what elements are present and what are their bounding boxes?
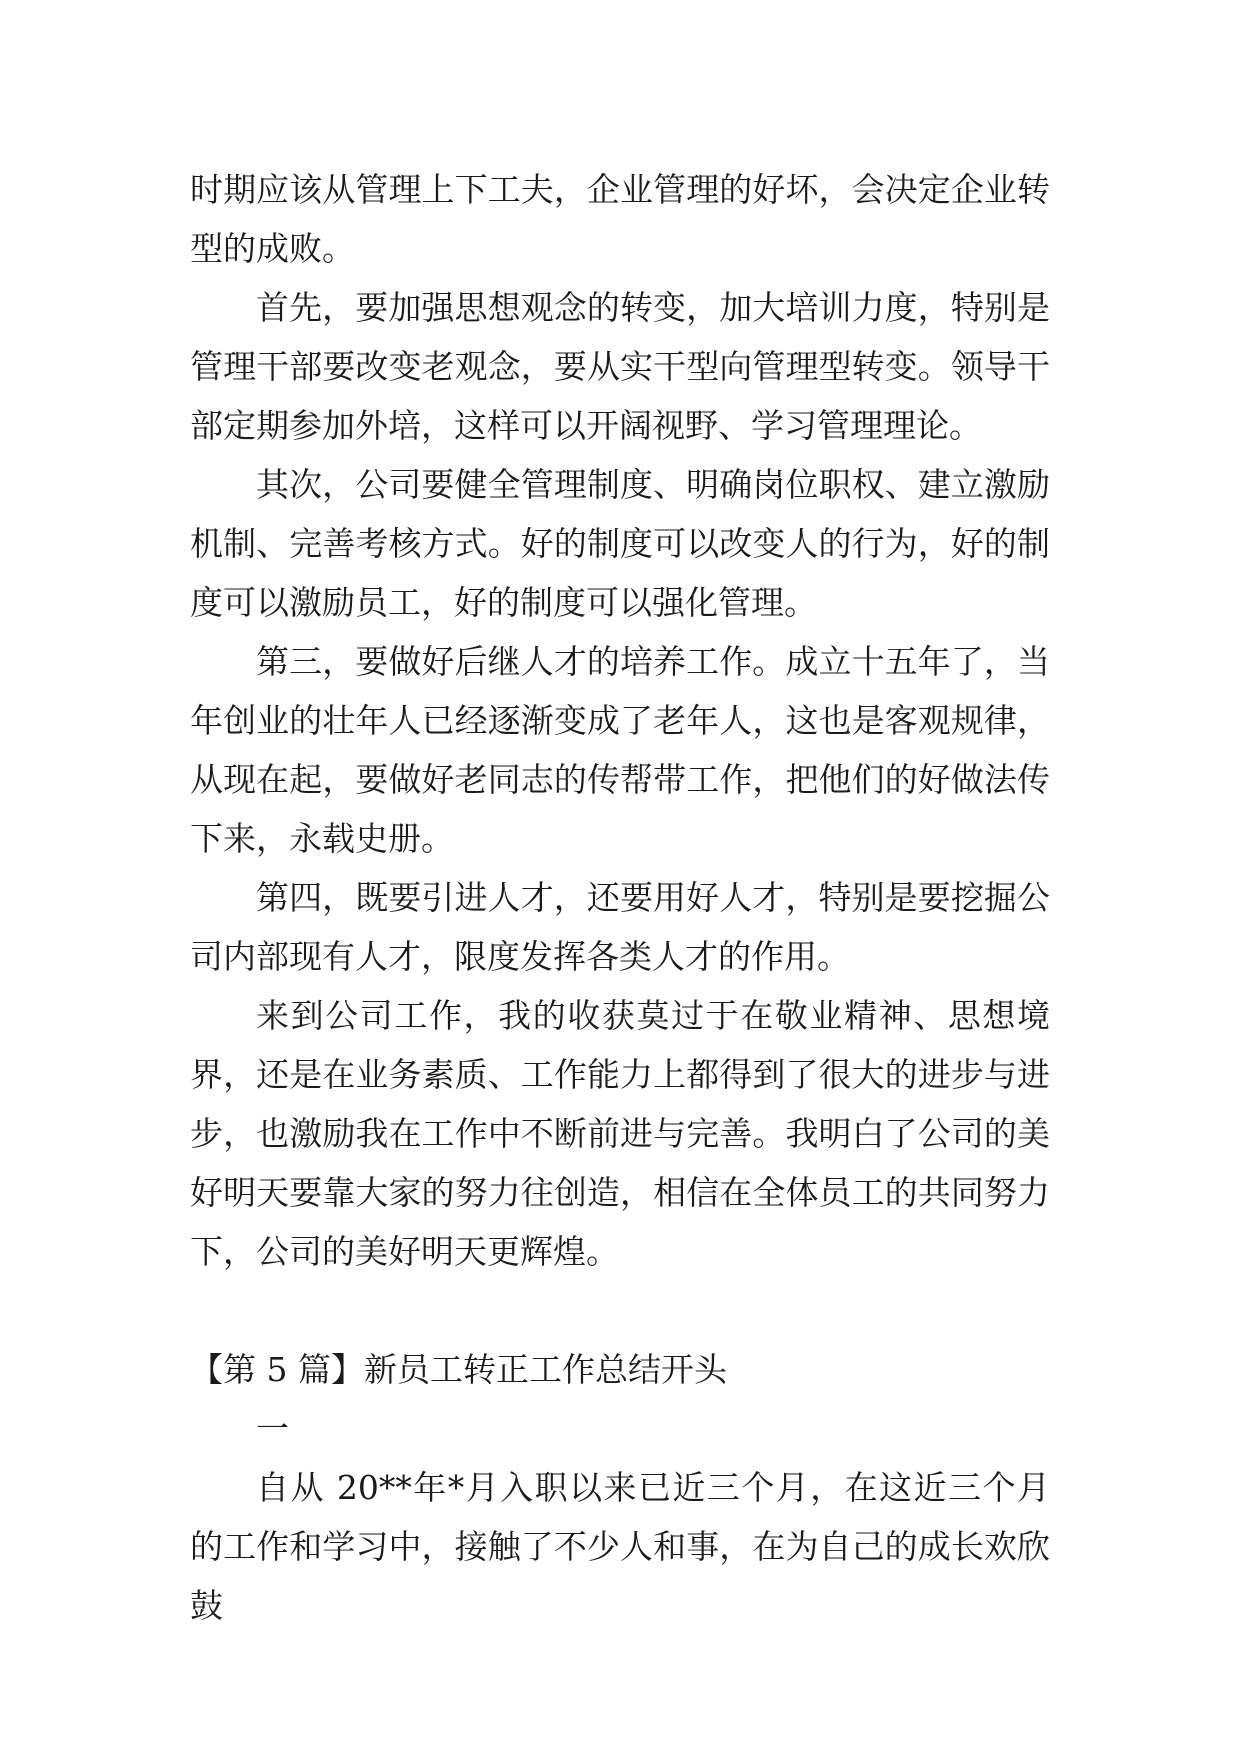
paragraph-1: 时期应该从管理上下工夫，企业管理的好坏，会决定企业转型的成败。 — [190, 170, 1050, 268]
section-ordinal: 一 — [256, 1409, 289, 1448]
paragraph-5: 第四，既要引进人才，还要用好人才，特别是要挖掘公司内部现有人才，限度发挥各类人才的作用。 — [190, 878, 1050, 976]
paragraph-6: 来到公司工作，我的收获莫过于在敬业精神、思想境界，还是在业务素质、工作能力上都得到了很大的进步与进步，也激励我在工作中不断前进与完善。我明白了公司的美好明天要靠大家的努力往创造，相信在全体员工的共同努力下，公司的美好明天更辉煌。 — [190, 996, 1050, 1271]
section-paragraph-1: 自从 20**年*月入职以来已近三个月，在这近三个月的工作和学习中，接触了不少人和事，在为自己的成长欢欣鼓 — [190, 1468, 1050, 1625]
document-body — [190, 160, 1050, 1635]
paragraph-4: 第三，要做好后继人才的培养工作。成立十五年了，当年创业的壮年人已经逐渐变成了老年人，这也是客观规律，从现在起，要做好老同志的传帮带工作，把他们的好做法传下来，永载史册。 — [190, 642, 1050, 858]
paragraph-2: 首先，要加强思想观念的转变，加大培训力度，特别是管理干部要改变老观念，要从实干型向管理型转变。领导干部定期参加外培，这样可以开阔视野、学习管理理论。 — [190, 288, 1050, 445]
paragraph-3: 其次，公司要健全管理制度、明确岗位职权、建立激励机制、完善考核方式。好的制度可以改变人的行为，好的制度可以激励员工，好的制度可以强化管理。 — [190, 465, 1050, 622]
section-title: 【第 5 篇】新员工转正工作总结开头 — [190, 1350, 727, 1389]
